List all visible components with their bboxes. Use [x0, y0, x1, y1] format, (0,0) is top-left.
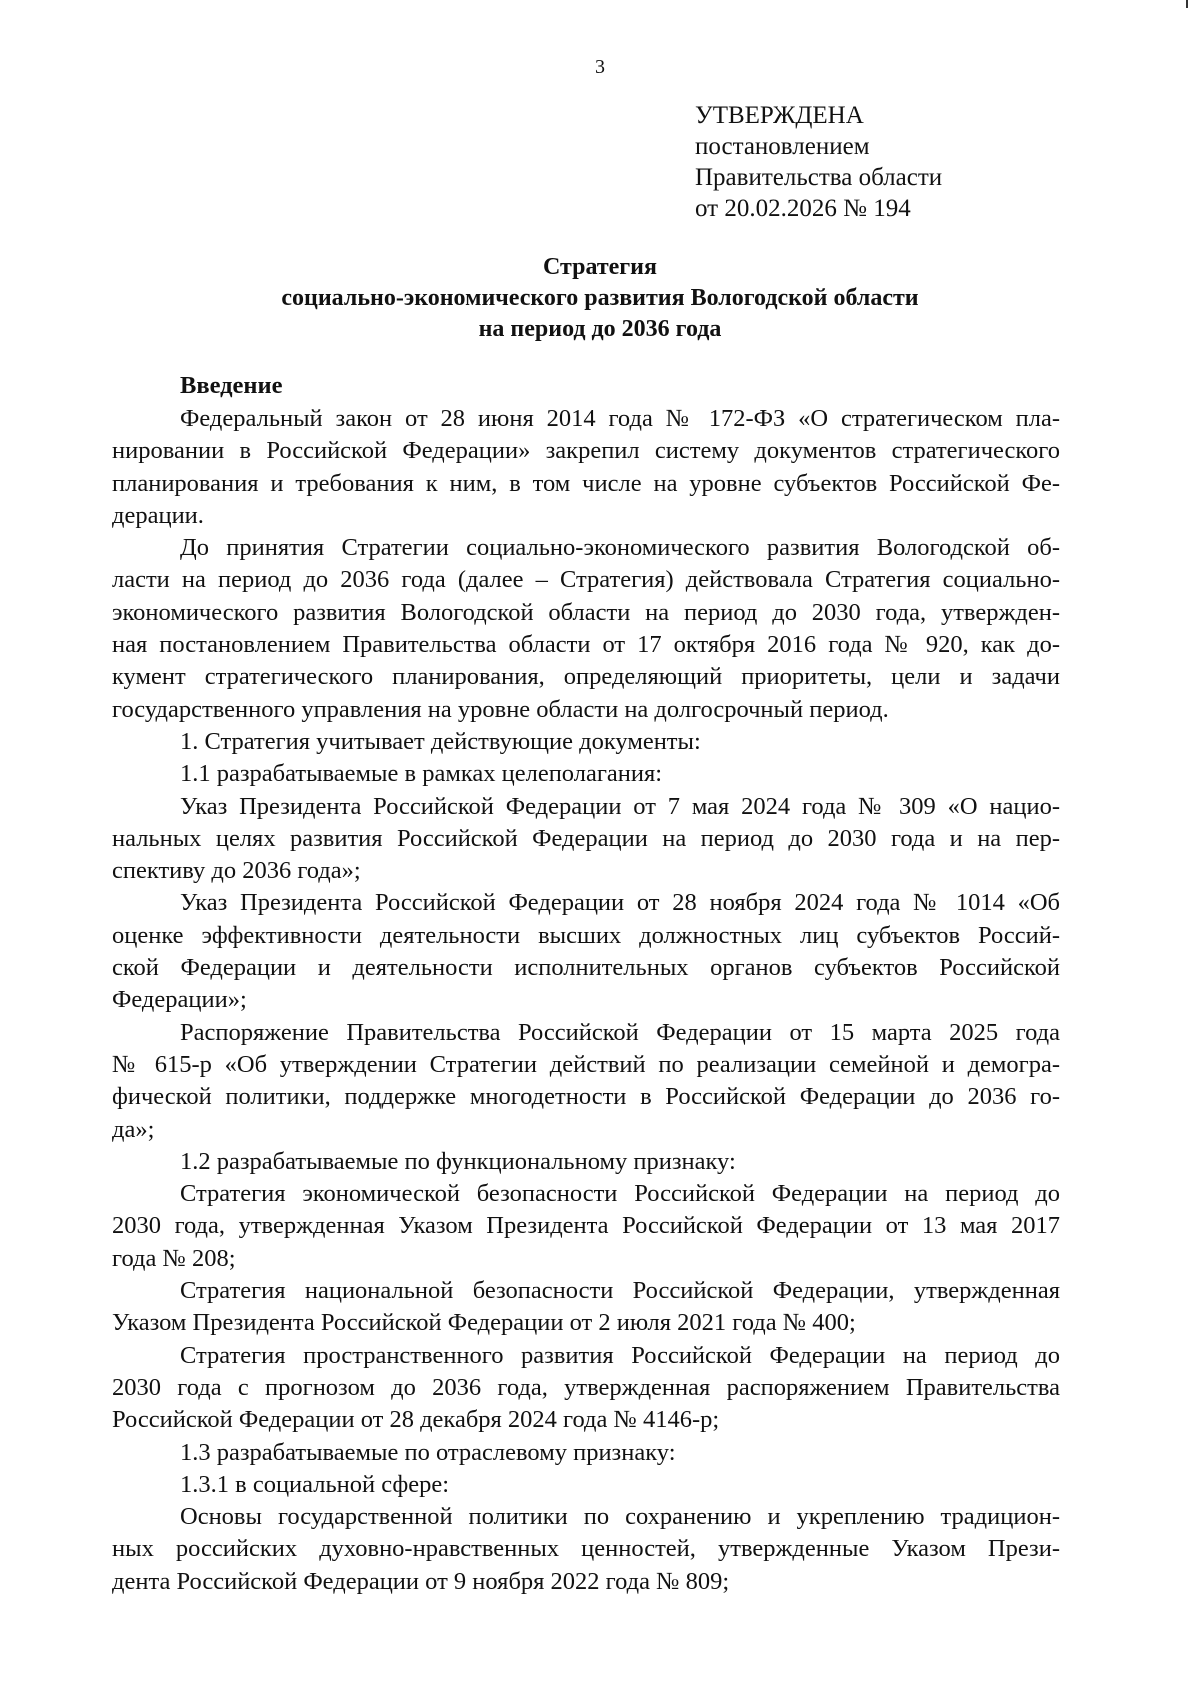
text-line: экономического развития Вологодской области на период до 2030 года, утвержден-: [112, 598, 1060, 626]
title-line: на период до 2036 года: [478, 316, 722, 342]
approval-line: Правительства области: [695, 164, 943, 191]
text-line: государственного управления на уровне области на долгосрочный период.: [112, 695, 889, 723]
paragraph: [112, 532, 1060, 726]
text-line: Федерации»;: [112, 986, 247, 1014]
section-heading: Введение: [180, 372, 283, 399]
scan-mark: [1186, 0, 1188, 8]
paragraph: [112, 758, 1060, 790]
approval-stamp: [695, 100, 942, 224]
approval-line: постановлением: [695, 133, 870, 160]
paragraph: [112, 1469, 1060, 1501]
approval-line: УТВЕРЖДЕНА: [695, 102, 864, 129]
text-line: 1.2 разрабатываемые по функциональному признаку:: [180, 1147, 736, 1175]
text-line: Стратегия экономической безопасности Российской Федерации на период до: [180, 1180, 1060, 1208]
text-line: кумент стратегического планирования, определяющий приоритеты, цели и задачи: [112, 663, 1060, 691]
paragraph: [112, 1146, 1060, 1178]
title-line: социально-экономического развития Вологодской области: [281, 285, 919, 311]
paragraph: [112, 791, 1060, 888]
text-line: Стратегия пространственного развития Российской Федерации на период до: [180, 1341, 1060, 1369]
text-line: До принятия Стратегии социально-экономического развития Вологодской об-: [180, 534, 1060, 562]
text-line: 1.3 разрабатываемые по отраслевому признаку:: [180, 1438, 676, 1466]
paragraph: [112, 1178, 1060, 1275]
text-line: нальных целях развития Российской Федерации на период до 2030 года и на пер-: [112, 824, 1060, 852]
text-line: дерации.: [112, 501, 204, 529]
text-line: да»;: [112, 1115, 155, 1143]
paragraph: [112, 403, 1060, 532]
text-line: Российской Федерации от 28 декабря 2024 года № 4146-р;: [112, 1406, 720, 1434]
page-number: 3: [595, 56, 605, 78]
text-line: спективу до 2036 года»;: [112, 857, 361, 885]
text-line: ской Федерации и деятельности исполнительных органов субъектов Российской: [112, 954, 1060, 982]
text-line: оценке эффективности деятельности высших должностных лиц субъектов Россий-: [112, 921, 1060, 949]
paragraph: [112, 1501, 1060, 1598]
text-line: ласти на период до 2036 года (далее – Стратегия) действовала Стратегия социально-: [112, 566, 1060, 594]
text-line: ная постановлением Правительства области от 17 октября 2016 года № 920, как до-: [112, 631, 1060, 659]
text-line: 1.1 разрабатываемые в рамках целеполагания:: [180, 760, 663, 788]
text-line: 1. Стратегия учитывает действующие документы:: [180, 727, 701, 755]
paragraph: [112, 1275, 1060, 1340]
approval-line: от 20.02.2026 № 194: [695, 195, 911, 222]
text-line: Стратегия национальной безопасности Российской Федерации, утвержденная: [180, 1277, 1060, 1305]
title-line: Стратегия: [543, 254, 657, 280]
text-line: дента Российской Федерации от 9 ноября 2022 года № 809;: [112, 1567, 730, 1595]
paragraph: [112, 887, 1060, 1016]
text-line: ных российских духовно-нравственных ценностей, утвержденные Указом Прези-: [112, 1535, 1060, 1563]
text-line: 2030 года с прогнозом до 2036 года, утвержденная распоряжением Правительства: [112, 1373, 1060, 1401]
text-line: 2030 года, утвержденная Указом Президента Российской Федерации от 13 мая 2017: [112, 1212, 1060, 1240]
text-line: 1.3.1 в социальной сфере:: [180, 1470, 450, 1498]
paragraph: [112, 1340, 1060, 1437]
document-title: [0, 252, 1200, 345]
text-line: № 615-р «Об утверждении Стратегии действий по реализации семейной и демогра-: [112, 1050, 1060, 1078]
text-line: Указ Президента Российской Федерации от 28 ноября 2024 года № 1014 «Об: [180, 889, 1060, 917]
text-line: Федеральный закон от 28 июня 2014 года № 172-ФЗ «О стратегическом пла-: [180, 405, 1060, 432]
text-line: фической политики, поддержке многодетности в Российской Федерации до 2036 го-: [112, 1083, 1060, 1111]
text-line: Указом Президента Российской Федерации от 2 июля 2021 года № 400;: [112, 1309, 856, 1337]
text-line: нировании в Российской Федерации» закрепил систему документов стратегического: [112, 437, 1060, 465]
text-line: планирования и требования к ним, в том числе на уровне субъектов Российской Фе-: [112, 469, 1060, 497]
text-line: Распоряжение Правительства Российской Федерации от 15 марта 2025 года: [180, 1018, 1060, 1046]
text-line: Указ Президента Российской Федерации от 7 мая 2024 года № 309 «О нацио-: [180, 792, 1060, 820]
document-body: [112, 368, 1060, 1598]
paragraph: [112, 1437, 1060, 1469]
paragraph: [112, 726, 1060, 758]
paragraph: [112, 1017, 1060, 1146]
text-line: Основы государственной политики по сохранению и укреплению традицион-: [180, 1503, 1060, 1531]
text-line: года № 208;: [112, 1244, 236, 1272]
